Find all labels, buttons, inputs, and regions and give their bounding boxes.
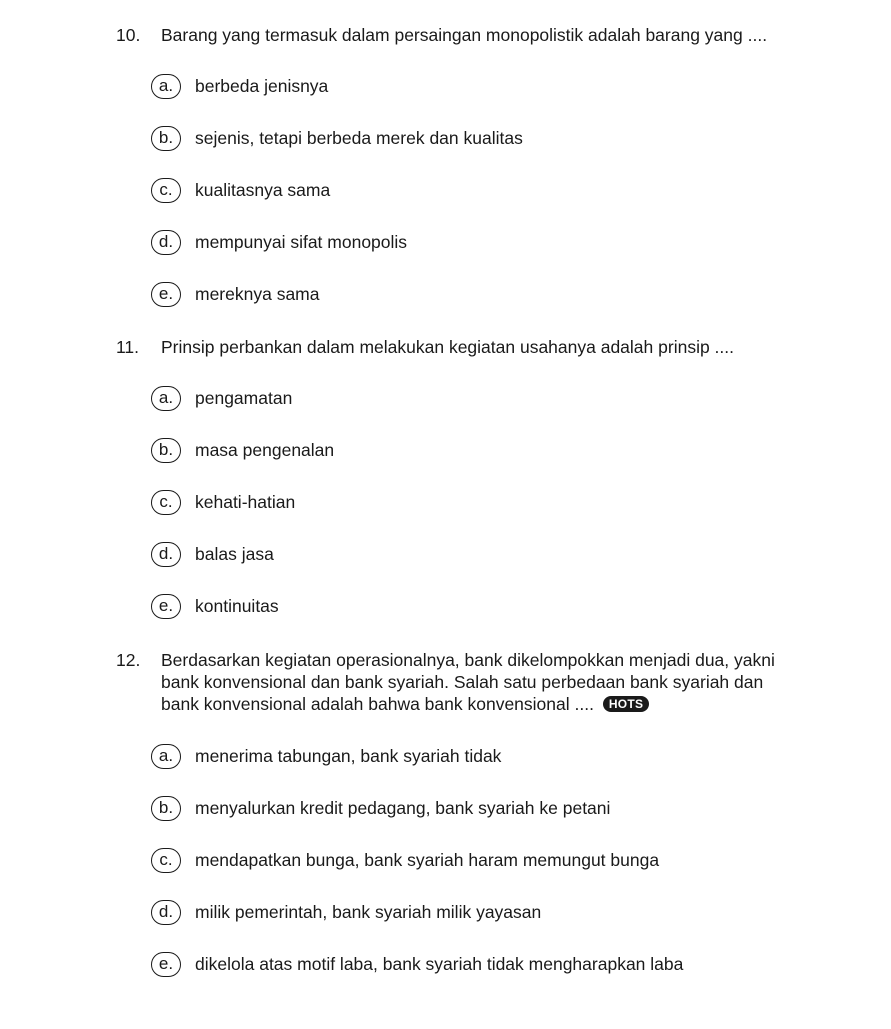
q11-option-b[interactable] [151,436,334,464]
option-letter-badge: e. [151,282,181,307]
option-letter-badge: d. [151,900,181,925]
q10-option-a[interactable] [151,72,328,100]
option-text: mempunyai sifat monopolis [195,232,408,252]
option-text: berbeda jenisnya [195,76,329,96]
option-letter-badge: c. [151,178,181,203]
q10-option-b[interactable] [151,124,523,152]
question-text [161,336,831,358]
option-letter-badge: d. [151,230,181,255]
q11-option-c[interactable] [151,488,295,516]
question-number: 12. [116,650,141,670]
option-letter-badge: a. [151,744,181,769]
question-text-line: bank konvensional dan bank syariah. Salah satu perbedaan bank syariah dan [161,672,764,692]
q12-option-b[interactable] [151,794,610,822]
q11-option-e[interactable] [151,592,279,620]
q12-option-d[interactable] [151,898,541,926]
option-letter-badge: e. [151,594,181,619]
option-text: balas jasa [195,544,274,564]
hots-badge: HOTS [603,696,650,712]
q10-option-c[interactable] [151,176,330,204]
option-text: mendapatkan bunga, bank syariah haram memungut bunga [195,850,660,870]
q11-option-a[interactable] [151,384,292,412]
question-text-line: Prinsip perbankan dalam melakukan kegiatan usahanya adalah prinsip .... [161,337,734,357]
option-text: sejenis, tetapi berbeda merek dan kualitas [195,128,523,148]
option-text: milik pemerintah, bank syariah milik yayasan [195,902,542,922]
question-text [161,24,831,46]
option-text: dikelola atas motif laba, bank syariah tidak mengharapkan laba [195,954,684,974]
question-text-segment: bank konvensional adalah bahwa bank konvensional .... [161,694,594,714]
option-text: masa pengenalan [195,440,335,460]
q12-option-a[interactable] [151,742,501,770]
question-number: 10. [116,25,141,45]
option-text: kontinuitas [195,596,279,616]
question-text-line: Barang yang termasuk dalam persaingan monopolistik adalah barang yang .... [161,25,768,45]
q12-option-e[interactable] [151,950,683,978]
option-text: kehati-hatian [195,492,296,512]
option-text: menyalurkan kredit pedagang, bank syariah ke petani [195,798,611,818]
question-text [161,649,831,715]
q10-option-e[interactable] [151,280,320,308]
option-letter-badge: e. [151,952,181,977]
option-letter-badge: a. [151,386,181,411]
option-text: kualitasnya sama [195,180,331,200]
question-text-line [161,693,831,715]
option-text: mereknya sama [195,284,320,304]
option-letter-badge: b. [151,796,181,821]
question-text-line: Berdasarkan kegiatan operasionalnya, bank dikelompokkan menjadi dua, yakni [161,650,775,670]
question-number: 11. [116,337,140,357]
option-text: pengamatan [195,388,293,408]
option-letter-badge: d. [151,542,181,567]
option-letter-badge: a. [151,74,181,99]
option-letter-badge: c. [151,490,181,515]
q12-option-c[interactable] [151,846,659,874]
option-letter-badge: b. [151,438,181,463]
q11-option-d[interactable] [151,540,274,568]
option-text: menerima tabungan, bank syariah tidak [195,746,502,766]
q10-option-d[interactable] [151,228,407,256]
option-letter-badge: c. [151,848,181,873]
option-letter-badge: b. [151,126,181,151]
